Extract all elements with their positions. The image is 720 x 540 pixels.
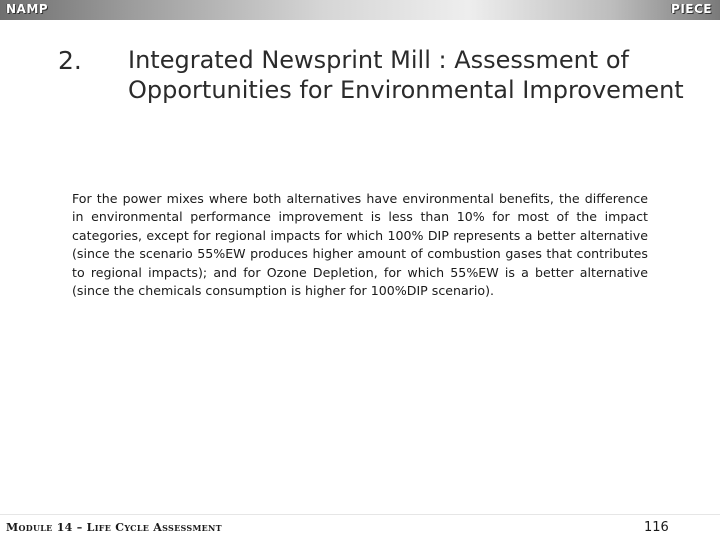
header-bar [0,0,720,20]
slide-body-paragraph: For the power mixes where both alternatives have environmental benefits, the difference in environmental performance improvement is less than 10% for most of the impact categories, except for regional impacts for which 100% DIP represents a better alternative (since the scenario 55%EW produces higher amount of combustion gases that contributes to regional impacts); and for Ozone Depletion, for which 55%EW is a better alternative (since the chemicals consumption is higher for 100%DIP scenario). [72,191,648,299]
header-namp-label: NAMP [6,2,49,16]
slide-section-number: 2. [58,46,82,75]
header-piece-label: PIECE [671,2,712,16]
footer-divider [0,514,720,515]
footer-module-label: Module 14 – Life Cycle Assessment [6,521,222,534]
slide-title: Integrated Newsprint Mill : Assessment of Opportunities for Environmental Improvement [128,46,684,104]
footer-page-number: 116 [644,520,669,535]
